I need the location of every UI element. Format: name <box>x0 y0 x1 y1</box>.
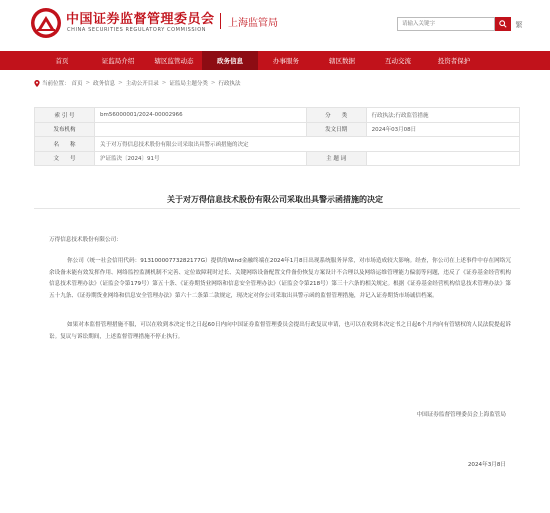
document-paragraph-1: 你公司（统一社会信用代码：91310000773282177G）提供的Wind金融终端在2024年1月8日出现系统服务异常，对市场造成较大影响。经查，你公司在上述事件中存在网络冗余设备未能有效发挥作用、网络监控监测机制不完善、定位故障耗时过长、关键网络设备配置文件备份恢复方案设计不合理以及网络运维管理能力偏弱等问题，违反了《证券基金经营机构信息技术管理办法》（证监会令第179号）第五十条、《证券期货业网络和信息安全管理办法》（证监会令第218号）第三十六条的相关规定。根据《证券基金经营机构信息技术管理办法》第五十九条、《证券期货业网络和信息安全管理办法》第六十二条第二款规定，现决定对你公司采取出具警示函的监督管理措施，并记入证券期货市场诚信档案。 <box>49 258 511 299</box>
meta-label-publisher: 发布机构 <box>35 122 95 137</box>
meta-row-publisher <box>35 122 520 137</box>
meta-row-doc-number <box>35 151 520 166</box>
breadcrumb-disclosure-catalog[interactable]: 主动公开目录 <box>125 81 159 87</box>
document-date: 2024年3月8日 <box>467 462 506 468</box>
nav-item-about[interactable]: 证监局介绍 <box>101 57 135 65</box>
meta-row-index <box>35 108 520 123</box>
org-name-en: CHINA SECURITIES REGULATORY COMMISSION <box>67 27 207 33</box>
breadcrumb <box>34 79 241 87</box>
nav-item-data[interactable]: 辖区数据 <box>329 57 355 65</box>
meta-label-index: 索 引 号 <box>35 108 95 123</box>
nav-item-government-info[interactable]: 政务信息 <box>202 51 258 70</box>
document-addressee: 万得信息技术股份有限公司： <box>49 237 122 243</box>
meta-label-keywords: 主 题 词 <box>306 151 366 166</box>
nav-item-home[interactable]: 首页 <box>55 57 69 65</box>
nav-item-services[interactable]: 办事服务 <box>273 57 299 65</box>
search-button[interactable] <box>495 17 511 31</box>
meta-value-keywords <box>366 151 519 166</box>
meta-value-category: 行政执法;行政监管措施 <box>366 108 519 123</box>
breadcrumb-separator: > <box>161 80 167 86</box>
breadcrumb-separator: > <box>85 80 91 86</box>
meta-value-publisher <box>95 122 307 137</box>
location-pin-icon <box>34 80 40 87</box>
branch-name[interactable]: 上海监管局 <box>228 18 278 29</box>
search-icon <box>499 20 507 28</box>
site-header <box>0 0 550 50</box>
breadcrumb-enforcement[interactable]: 行政执法 <box>218 81 241 87</box>
org-name-cn[interactable]: 中国证券监督管理委员会 <box>66 12 215 27</box>
nav-item-regulatory-news[interactable]: 辖区监管动态 <box>154 57 194 65</box>
document-meta-table <box>34 107 520 166</box>
breadcrumb-government-info[interactable]: 政务信息 <box>93 81 116 87</box>
main-nav <box>0 51 550 70</box>
breadcrumb-prefix: 当前位置： <box>42 81 70 87</box>
header-divider <box>220 13 221 29</box>
meta-label-name: 名 称 <box>35 137 95 152</box>
breadcrumb-separator: > <box>210 80 216 86</box>
meta-value-index: bm56000001/2024-00002966 <box>95 108 307 123</box>
document-paragraph-2: 如果对本监督管理措施不服，可以在收到本决定书之日起60日内向中国证券监督管理委员会提出行政复议申请，也可以在收到本决定书之日起6个月内向有管辖权的人民法院提起诉讼。复议与诉讼期间，上述监督管理措施不停止执行。 <box>49 322 511 340</box>
search-input[interactable] <box>397 17 495 31</box>
document-title: 关于对万得信息技术股份有限公司采取出具警示函措施的决定 <box>167 195 383 204</box>
breadcrumb-home[interactable]: 首页 <box>71 81 83 87</box>
traditional-chinese-toggle[interactable]: 繁 <box>515 21 523 29</box>
meta-label-category: 分 类 <box>306 108 366 123</box>
meta-label-issue-date: 发文日期 <box>306 122 366 137</box>
title-divider <box>34 208 520 209</box>
meta-label-doc-number: 文 号 <box>35 151 95 166</box>
csrc-logo-icon[interactable] <box>30 7 62 39</box>
nav-item-investor-protection[interactable]: 投资者保护 <box>437 57 471 65</box>
document-signature: 中国证券监督管理委员会上海监管局 <box>416 412 506 418</box>
meta-value-name: 关于对万得信息技术股份有限公司采取出具警示函措施的决定 <box>95 137 520 152</box>
meta-value-doc-number: 沪证监决〔2024〕91号 <box>95 151 307 166</box>
nav-item-interaction[interactable]: 互动交流 <box>385 57 411 65</box>
breadcrumb-separator: > <box>118 80 123 86</box>
meta-row-name <box>35 137 520 152</box>
breadcrumb-topic-category[interactable]: 证监局主题分类 <box>169 81 208 87</box>
meta-value-issue-date: 2024年03月08日 <box>366 122 519 137</box>
